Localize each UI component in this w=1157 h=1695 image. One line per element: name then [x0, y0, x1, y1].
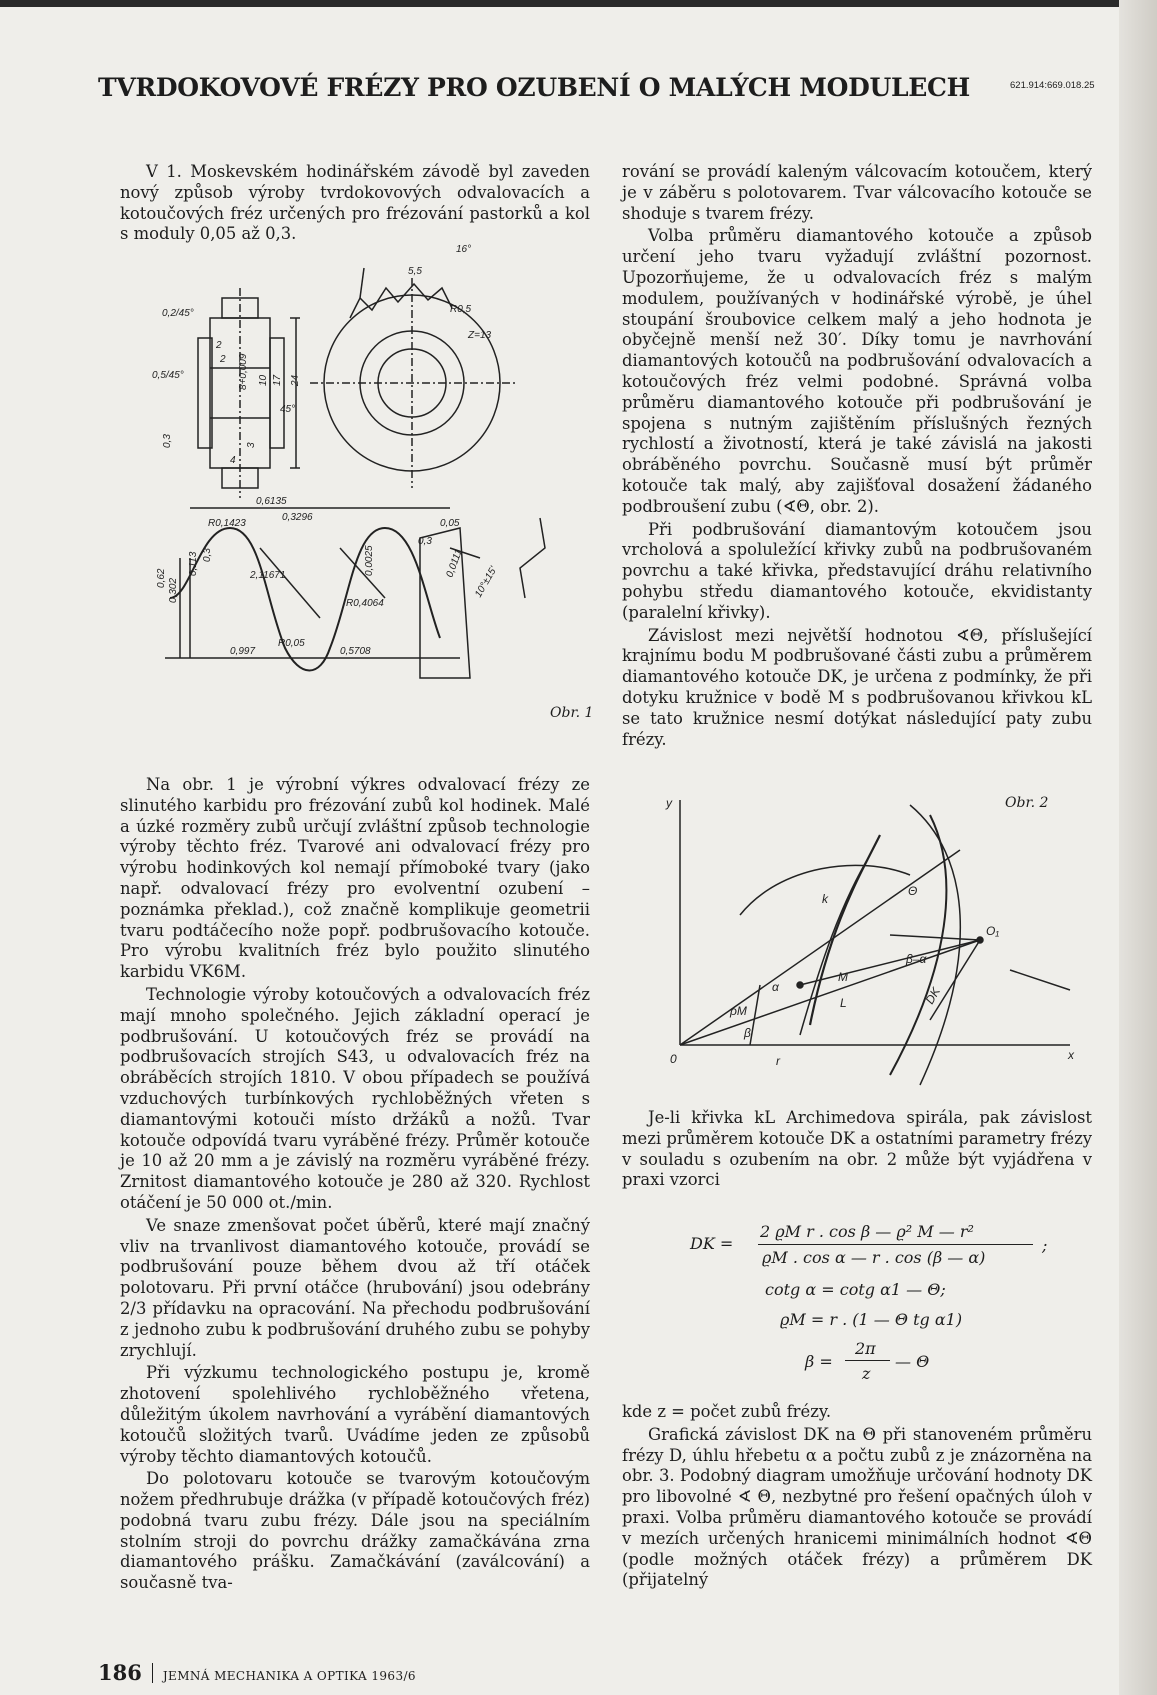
paragraph: V 1. Moskevském hodinářském závodě byl zaveden nový způsob výroby tvrdokovových odvalovacích a kotoučových fréz určených pro frézování pastorků a kol s moduly 0,05 až 0,3.: [120, 162, 590, 244]
svg-text:M: M: [838, 970, 848, 984]
svg-text:8+0,009: 8+0,009: [238, 353, 249, 390]
svg-text:β: β: [744, 1026, 751, 1040]
formula-block: [690, 1222, 1090, 1397]
formula-beta-num: 2π: [855, 1339, 876, 1358]
svg-text:R0,4064: R0,4064: [346, 598, 384, 609]
paragraph: Technologie výroby kotoučových a odvalovacích fréz mají mnoho společného. Jejich základní operací je podbrušování. U kotoučových fréz se provádí na podbrušovacích strojích S43, u odvalovacích fréz na obráběcích strojích 1810. V obou případech se používá vzduchových turbínkových rychloběžných vřeten s diamantovými kotouči místo držáků a nožů. Tvar kotouče odpovídá tvaru vyráběné frézy. Průměr kotouče je 10 až 20 mm a je závislý na rozměru vyráběné frézy. Zrnitost diamantového kotouče je 280 až 320. Rychlost otáčení je 50 000 ot./min.: [120, 984, 590, 1212]
formula-denominator: ϱM . cos α — r . cos (β — α): [762, 1248, 986, 1267]
svg-text:DK: DK: [922, 985, 943, 1007]
right-column-mid: [622, 1108, 1092, 1191]
svg-text:0,0025: 0,0025: [364, 545, 375, 576]
svg-text:ρM: ρM: [730, 1004, 747, 1018]
tooth-section: [420, 528, 470, 678]
top-edge: [0, 0, 1157, 7]
svg-text:0,62: 0,62: [156, 568, 167, 588]
svg-text:17: 17: [272, 374, 283, 386]
svg-text:0,05: 0,05: [440, 518, 460, 529]
paragraph: kde z = počet zubů frézy.: [622, 1402, 832, 1421]
svg-text:16°: 16°: [456, 244, 472, 255]
right-column-bottom: [622, 1402, 1092, 1591]
figure-1-drawing: [150, 244, 590, 698]
svg-text:0,3: 0,3: [162, 434, 173, 448]
paragraph: Při podbrušování diamantovým kotoučem jsou vrcholová a spoluležící křivky zubů na podbrušovaném povrchu a také křivka, představující dráhu relativního pohybu středu diamantového kotouče, ekvidistanty (paralelní křivky).: [622, 519, 1092, 622]
svg-text:3: 3: [246, 442, 257, 448]
paragraph: Do polotovaru kotouče se tvarovým kotoučovým nožem předhrubuje drážka (v případě kotoučových fréz) podobná tvaru zubu frézy. Dále jsou na speciálním stolním stroji do povrchu drážky zamačkávána zrna diamantového prášku. Zamačkávání (zaválcování) a současně tva-: [120, 1469, 590, 1593]
page-number: 186: [98, 1660, 142, 1685]
svg-text:0,2/45°: 0,2/45°: [162, 308, 194, 319]
svg-text:R0,1423: R0,1423: [208, 518, 246, 529]
journal-name: JEMNÁ MECHANIKA A OPTIKA 1963/6: [162, 1669, 416, 1683]
svg-text:24: 24: [290, 374, 301, 386]
svg-text:0,3296: 0,3296: [282, 512, 313, 523]
paragraph: Volba průměru diamantového kotouče a způsob určení jeho tvaru vyžadují zvláštní pozornost. Upozorňujeme, že u odvalovacích fréz s malým modulem, používaných v hodinářské výrobě, je úhel stoupání šroubovice celkem malý a jeho hodnota je obyčejně menší než 30′. Díky tomu je navrhování diamantových kotoučů na podbrušování odvalovacích a kotoučových fréz velmi podobné. Správná volba průměru diamantového kotouče při podbrušování je spojena s nutným zajištěním příslušných řezných rychlostí a životností, která je také závislá na jakosti obráběného povrchu. Současně musí být průměr kotouče tak malý, aby zajišťoval dosažení žádaného podbroušení zubu (∢Θ, obr. 2).: [622, 226, 1092, 516]
svg-text:O₁: O₁: [986, 924, 1000, 938]
svg-text:k: k: [822, 892, 828, 906]
svg-text:45°: 45°: [280, 404, 296, 415]
svg-text:10°±15': 10°±15': [473, 564, 500, 600]
paragraph: Při výzkumu technologického postupu je, kromě zhotovení spolehlivého rychloběžného vřetena, důležitým úkolem navrhování a vyrábění diamantových kotoučů složitých tvarů. Uvádíme jeden ze způsobů výroby těchto diamantových kotoučů.: [120, 1363, 590, 1466]
udc-code: 621.914:669.018.25: [1010, 80, 1095, 91]
svg-text:x: x: [1068, 1048, 1074, 1062]
left-column-body: [120, 775, 590, 1594]
svg-text:0,997: 0,997: [230, 646, 256, 657]
svg-text:0,3: 0,3: [418, 536, 432, 547]
svg-text:2,11671: 2,11671: [250, 570, 286, 581]
formula-semicolon: ;: [1042, 1236, 1048, 1255]
svg-text:0,5/45°: 0,5/45°: [152, 370, 184, 381]
figure-2-diagram: [630, 795, 1090, 1095]
article-title: TVRDOKOVOVÉ FRÉZY PRO OZUBENÍ O MALÝCH MODULECH: [98, 73, 970, 102]
svg-text:5,5: 5,5: [408, 266, 422, 277]
svg-text:α: α: [772, 980, 779, 994]
svg-text:0,302: 0,302: [168, 577, 179, 603]
paragraph: Je-li křivka kL Archimedova spirála, pak závislost mezi průměrem kotouče DK a ostatními parametry frézy v souladu s ozubením na obr. 2 může být vyjádřena v praxi vzorci: [622, 1108, 1092, 1190]
svg-text:0,113: 0,113: [188, 551, 199, 576]
paragraph: Na obr. 1 je výrobní výkres odvalovací frézy ze slinutého karbidu pro frézování zubů kol hodinek. Malé a úzké rozměry zubů určují zvláštní způsob technologie výroby těchto fréz. Tvarové ani odvalovací frézy pro výrobu hodinkových kol nemají přímoboké tvary (jako např. odvalovací frézy pro evolventní ozubení – poznámka překlad.), což značně komplikuje geometrii tvaru podtáčecího nože popř. podbrušovacího kotouče. Pro výrobu kvalitních fréz bylo použito slinutého karbidu VK6M.: [120, 775, 590, 982]
svg-text:β–α: β–α: [906, 952, 927, 966]
paragraph: Závislost mezi největší hodnotou ∢Θ, příslušející krajnímu bodu M podbrušované části zubu a průměrem diamantového kotouče DK, je určena z podmínky, že při dotyku kružnice v bodě M s podbrušovanou křivkou kL se tato kružnice nesmí dotýkat následující paty zubu frézy.: [622, 625, 1092, 749]
svg-text:0: 0: [670, 1052, 677, 1066]
svg-text:L: L: [840, 996, 847, 1010]
svg-text:R0,5: R0,5: [450, 304, 472, 315]
svg-text:0,6135: 0,6135: [256, 496, 287, 507]
figure-1-caption: Obr. 1: [550, 705, 594, 721]
svg-text:Θ: Θ: [908, 884, 918, 898]
svg-text:4: 4: [230, 455, 236, 466]
formula-cotg: cotg α = cotg α1 — Θ;: [765, 1280, 946, 1299]
formula-dk-lhs: DK =: [690, 1234, 734, 1253]
svg-text:Z=13: Z=13: [468, 330, 492, 341]
svg-text:0,5708: 0,5708: [340, 646, 371, 657]
svg-text:r: r: [776, 1054, 780, 1068]
paragraph: rování se provádí kaleným válcovacím kotoučem, který je v záběru s polotovarem. Tvar válcovacího kotouče se shoduje s tvarem frézy.: [622, 162, 1092, 223]
paragraph: Grafická závislost DK na Θ při stanoveném průměru frézy D, úhlu hřebetu α a počtu zubů z je znázorněna na obr. 3. Podobný diagram umožňuje určování hodnoty DK pro libovolné ∢ Θ, nezbytné pro řešení opačných úloh v praxi. Volba průměru diamantového kotouče se provádí v mezích určených hranicemi minimálních hodnot ∢Θ (podle možných otáček frézy) a průměrem DK (přijatelný: [622, 1424, 1092, 1590]
paragraph: Ve snaze zmenšovat počet úběrů, které mají značný vliv na trvanlivost diamantového kotouče, provádí se podbrušování pouze během dvou až tří otáček polotovaru. Při první otáčce (hrubování) jsou odebrány 2/3 přídavku na opracování. Na přechodu podbrušování z jednoho zubu k podbrušování druhého zubu se pohyby zrychlují.: [120, 1215, 590, 1360]
formula-beta-rhs: — Θ: [895, 1352, 930, 1371]
intro-paragraph: [120, 162, 590, 245]
svg-text:2: 2: [220, 354, 226, 365]
formula-beta-lhs: β =: [805, 1352, 833, 1371]
svg-text:10: 10: [258, 374, 269, 386]
svg-text:0,3: 0,3: [202, 548, 213, 562]
right-column-top: [622, 162, 1092, 750]
svg-text:2: 2: [216, 340, 222, 351]
svg-text:R0,05: R0,05: [278, 638, 305, 649]
svg-text:0,0111: 0,0111: [444, 547, 465, 580]
page-edge-shadow: [1119, 0, 1157, 1695]
svg-text:y: y: [666, 796, 672, 810]
formula-beta-den: z: [862, 1364, 871, 1383]
figure-2-caption: Obr. 2: [1005, 795, 1049, 811]
page-footer: [98, 1660, 416, 1685]
formula-rho: ϱM = r . (1 — Θ tg α1): [780, 1310, 963, 1329]
formula-numerator: 2 ϱM r . cos β — ϱ² M — r²: [760, 1222, 974, 1241]
